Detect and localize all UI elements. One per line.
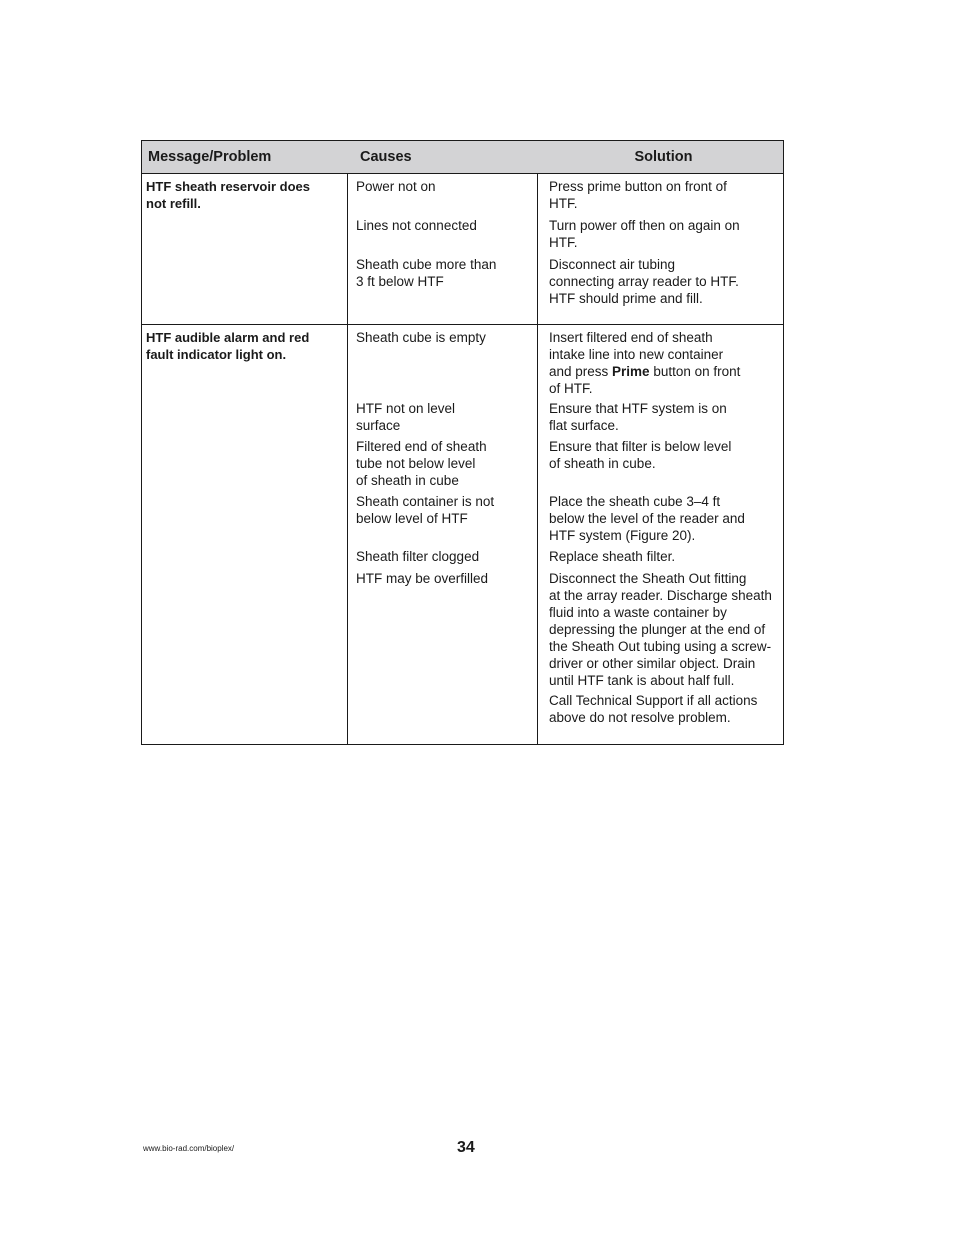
table-header [142, 141, 783, 174]
column-divider [537, 174, 538, 324]
solution-cell: Ensure that HTF system is on flat surface. [549, 401, 727, 433]
cause-cell: Lines not connected [356, 218, 477, 233]
cause-cell: Sheath container is not below level of HTF [356, 494, 495, 526]
table-row [142, 174, 783, 325]
solution-cell: Replace sheath filter. [549, 549, 676, 564]
column-divider [347, 325, 348, 744]
page-number: 34 [457, 1139, 475, 1156]
cause-cell: Power not on [356, 179, 436, 194]
solution-cell: Place the sheath cube 3–4 ft below the level of the reader and HTF system (Figure 20). [549, 494, 745, 543]
solution-cell: Turn power off then on again on HTF. [549, 218, 740, 250]
solution-cell: Disconnect the Sheath Out fitting at the array reader. Discharge sheath fluid into a waste container by depressing the plunger at the end of the Sheath Out tubing using a screw- driver or other similar object. Drain until HTF tank is about half full. [549, 571, 772, 688]
cause-cell: HTF may be overfilled [356, 571, 489, 586]
cause-cell: HTF not on level surface [356, 401, 456, 433]
solution-text: button on front of HTF. [549, 364, 741, 396]
problem-cell: HTF sheath reservoir does not refill. [146, 179, 310, 211]
header-message-problem: Message/Problem [148, 149, 272, 165]
header-causes: Causes [360, 149, 412, 165]
column-divider [537, 325, 538, 744]
solution-cell: Press prime button on front of HTF. [549, 179, 727, 211]
table-row [142, 325, 783, 744]
cause-cell: Sheath cube is empty [356, 330, 486, 345]
prime-button-label: Prime [612, 364, 650, 379]
solution-cell [549, 329, 781, 397]
solution-text: Insert filtered end of sheath intake line into new container and press [549, 330, 724, 379]
problem-cell: HTF audible alarm and red fault indicator light on. [146, 330, 310, 362]
header-solution: Solution [634, 149, 693, 165]
solution-cell: Ensure that filter is below level of sheath in cube. [549, 439, 732, 471]
cause-cell: Sheath cube more than 3 ft below HTF [356, 257, 497, 289]
footer-url: www.bio-rad.com/bioplex/ [143, 1144, 235, 1153]
solution-cell: Disconnect air tubing connecting array reader to HTF. HTF should prime and fill. [549, 257, 739, 306]
column-divider [347, 174, 348, 324]
solution-cell: Call Technical Support if all actions above do not resolve problem. [549, 693, 758, 725]
troubleshooting-table [141, 140, 784, 745]
cause-cell: Sheath filter clogged [356, 549, 480, 564]
cause-cell: Filtered end of sheath tube not below level of sheath in cube [356, 439, 487, 488]
